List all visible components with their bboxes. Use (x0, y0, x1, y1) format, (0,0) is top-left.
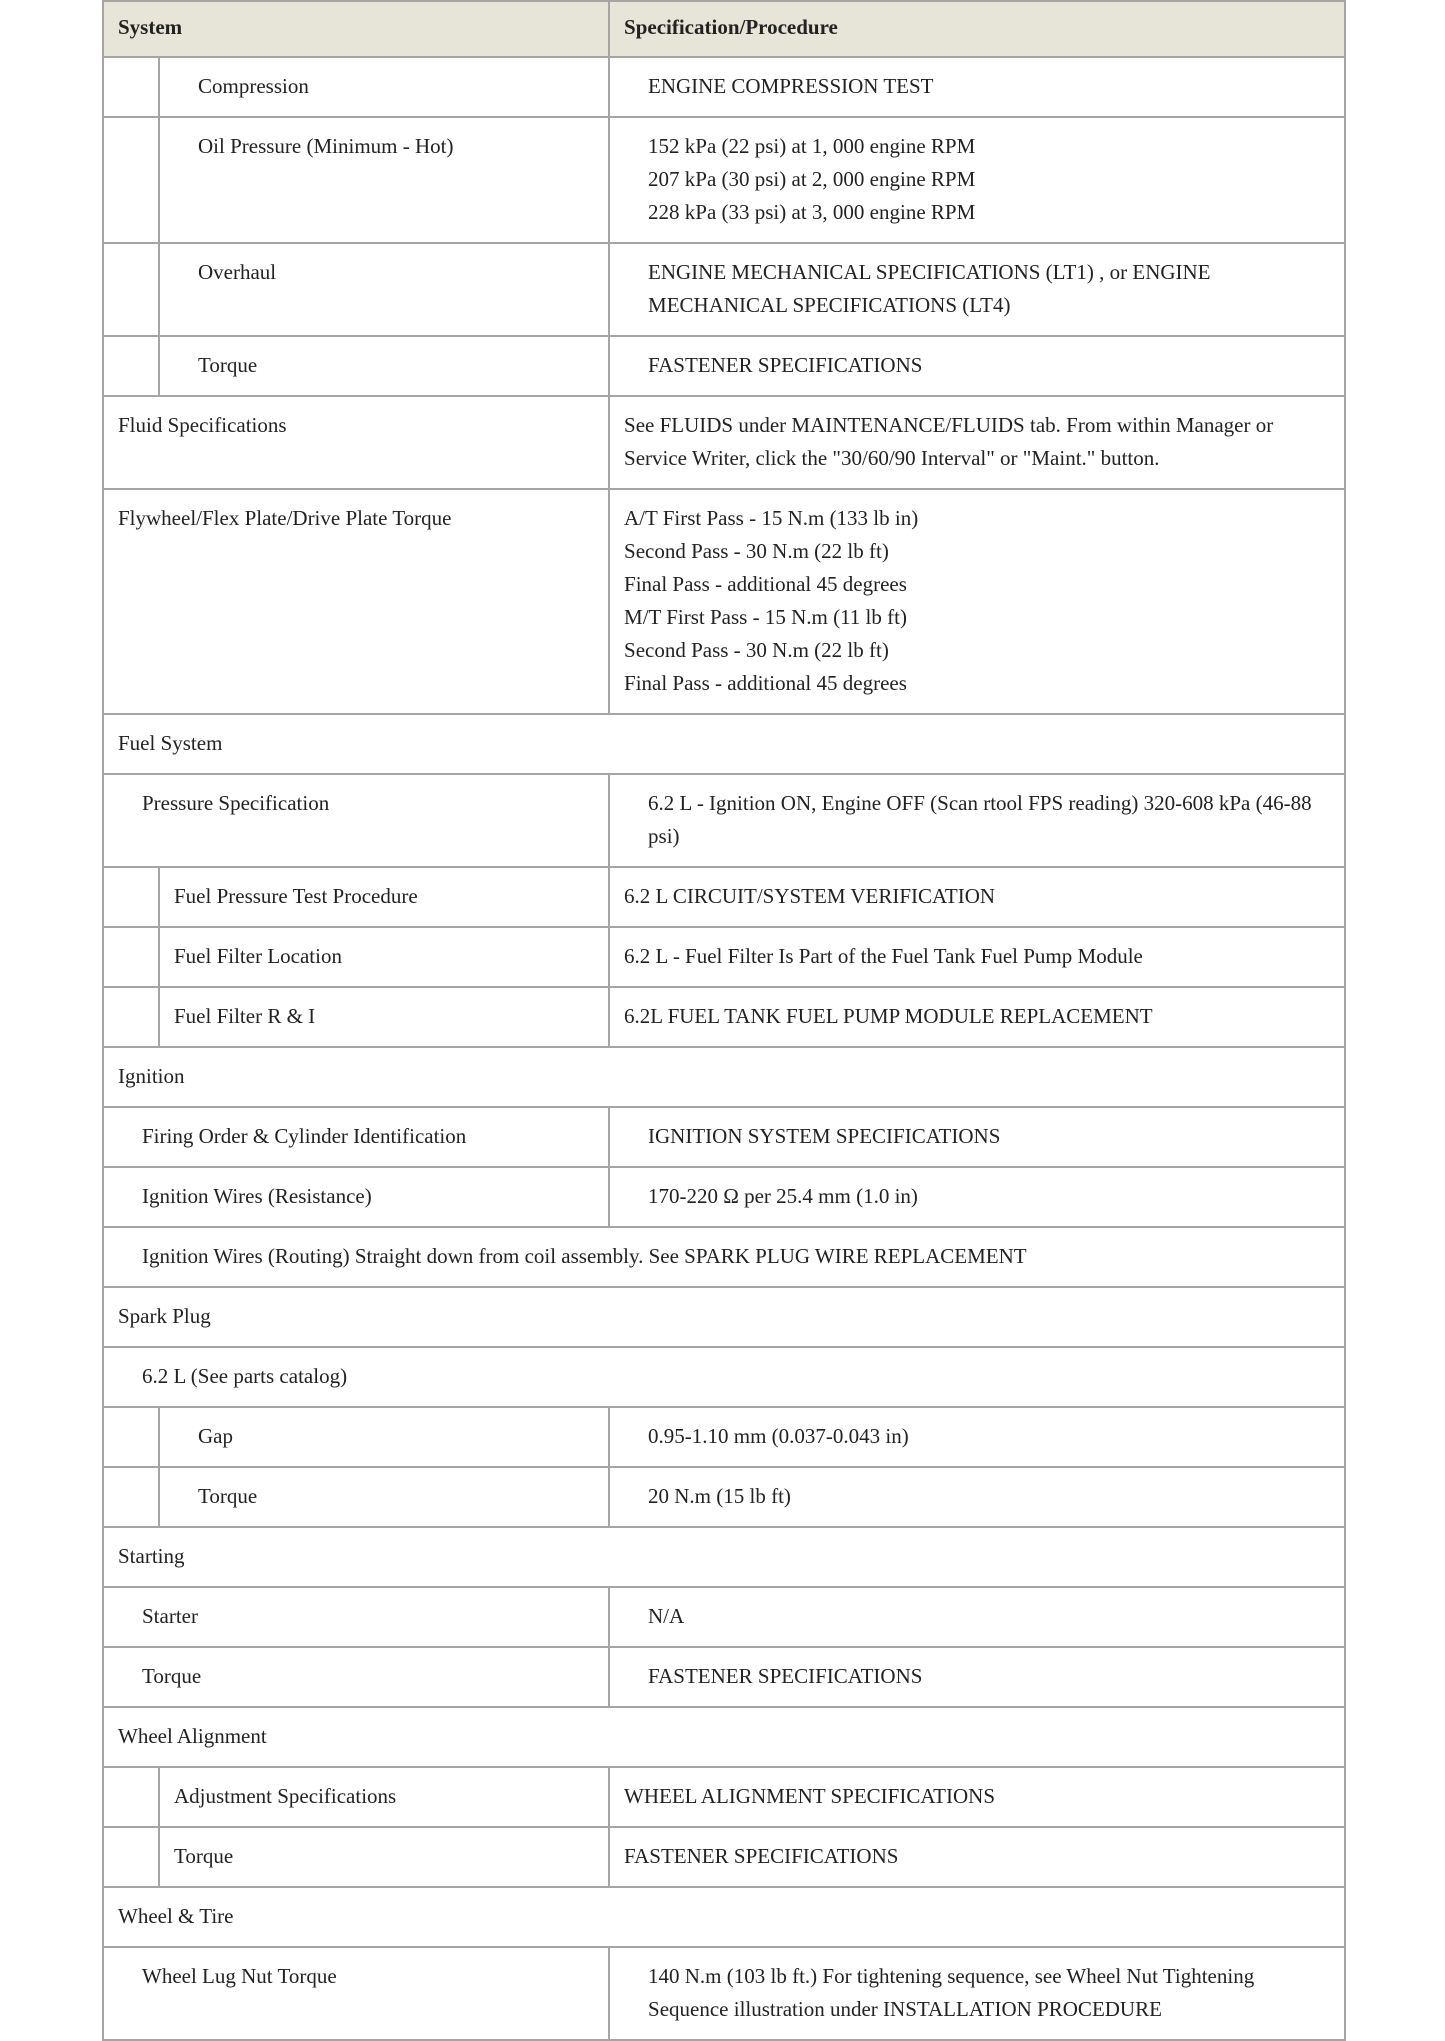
specification-line: 207 kPa (30 psi) at 2, 000 engine RPM (648, 167, 976, 191)
system-cell: Torque (159, 336, 609, 396)
indent-cell (103, 1467, 159, 1527)
table-row (103, 927, 1345, 987)
system-cell: Firing Order & Cylinder Identification (103, 1107, 609, 1167)
specification-line: 6.2 L CIRCUIT/SYSTEM VERIFICATION (624, 884, 996, 908)
table-row (103, 1767, 1345, 1827)
indent-cell (103, 57, 159, 117)
table-row (103, 1467, 1345, 1527)
table-row (103, 243, 1345, 336)
specification-line: 228 kPa (33 psi) at 3, 000 engine RPM (648, 200, 976, 224)
section-label: 6.2 L (See parts catalog) (103, 1347, 1345, 1407)
specification-line: 170-220 Ω per 25.4 mm (1.0 in) (648, 1184, 918, 1208)
specification-line: FASTENER SPECIFICATIONS (648, 1664, 923, 1688)
specification-line: Second Pass - 30 N.m (22 lb ft) (624, 638, 889, 662)
table-row (103, 489, 1345, 714)
system-cell: Ignition Wires (Resistance) (103, 1167, 609, 1227)
indent-cell (103, 117, 159, 243)
table-row (103, 987, 1345, 1047)
system-cell: Flywheel/Flex Plate/Drive Plate Torque (103, 489, 609, 714)
table-row (103, 57, 1345, 117)
system-cell: Pressure Specification (103, 774, 609, 867)
specification-cell (609, 1767, 1345, 1827)
specification-cell (609, 1647, 1345, 1707)
section-label: Ignition (103, 1047, 1345, 1107)
system-cell: Fuel Filter R & I (159, 987, 609, 1047)
section-label: Fuel System (103, 714, 1345, 774)
section-label: Wheel & Tire (103, 1887, 1345, 1947)
system-cell: Torque (159, 1827, 609, 1887)
column-header-specification: Specification/Procedure (609, 1, 1345, 57)
table-body (103, 57, 1345, 2040)
system-cell: Adjustment Specifications (159, 1767, 609, 1827)
specification-line: 152 kPa (22 psi) at 1, 000 engine RPM (648, 134, 976, 158)
table-row (103, 1827, 1345, 1887)
specification-line: 0.95-1.10 mm (0.037-0.043 in) (648, 1424, 909, 1448)
specification-cell (609, 1587, 1345, 1647)
table-row (103, 336, 1345, 396)
indent-cell (103, 1767, 159, 1827)
specification-cell (609, 243, 1345, 336)
specifications-table (102, 0, 1346, 2041)
indent-cell (103, 987, 159, 1047)
specification-cell (609, 1407, 1345, 1467)
specification-cell (609, 987, 1345, 1047)
system-cell: Fuel Filter Location (159, 927, 609, 987)
system-cell: Fluid Specifications (103, 396, 609, 489)
table-row (103, 1107, 1345, 1167)
table-row (103, 1947, 1345, 2040)
section-row (103, 714, 1345, 774)
specification-line: WHEEL ALIGNMENT SPECIFICATIONS (624, 1784, 996, 1808)
table-row (103, 1407, 1345, 1467)
system-cell: Starter (103, 1587, 609, 1647)
indent-cell (103, 867, 159, 927)
specification-line: FASTENER SPECIFICATIONS (648, 353, 923, 377)
section-label: Wheel Alignment (103, 1707, 1345, 1767)
specification-line: Second Pass - 30 N.m (22 lb ft) (624, 539, 889, 563)
system-cell: Wheel Lug Nut Torque (103, 1947, 609, 2040)
specification-line: A/T First Pass - 15 N.m (133 lb in) (624, 506, 919, 530)
specification-line: 6.2L FUEL TANK FUEL PUMP MODULE REPLACEMENT (624, 1004, 1153, 1028)
specification-cell (609, 867, 1345, 927)
specification-cell (609, 336, 1345, 396)
specification-cell (609, 1467, 1345, 1527)
specification-line: 6.2 L - Ignition ON, Engine OFF (Scan rtool FPS reading) 320-608 kPa (46-88 psi) (648, 791, 1312, 848)
section-row (103, 1707, 1345, 1767)
section-row (103, 1887, 1345, 1947)
system-cell: Fuel Pressure Test Procedure (159, 867, 609, 927)
table-row (103, 1647, 1345, 1707)
specification-line: Final Pass - additional 45 degrees (624, 671, 907, 695)
specification-line: Final Pass - additional 45 degrees (624, 572, 907, 596)
specification-cell (609, 1947, 1345, 2040)
section-row (103, 1227, 1345, 1287)
specification-cell (609, 774, 1345, 867)
specification-cell (609, 489, 1345, 714)
table-row (103, 867, 1345, 927)
specification-line: FASTENER SPECIFICATIONS (624, 1844, 899, 1868)
specification-line: 20 N.m (15 lb ft) (648, 1484, 791, 1508)
table-row (103, 396, 1345, 489)
specification-line: M/T First Pass - 15 N.m (11 lb ft) (624, 605, 907, 629)
table-row (103, 117, 1345, 243)
table-row (103, 774, 1345, 867)
specification-line: See FLUIDS under MAINTENANCE/FLUIDS tab. From within Manager or Service Writer, click the "30/60/90 Interval" or "Maint." button. (624, 413, 1274, 470)
table-row (103, 1167, 1345, 1227)
indent-cell (103, 243, 159, 336)
specification-line: IGNITION SYSTEM SPECIFICATIONS (648, 1124, 1001, 1148)
specification-line: 6.2 L - Fuel Filter Is Part of the Fuel Tank Fuel Pump Module (624, 944, 1143, 968)
specification-cell (609, 117, 1345, 243)
specification-cell (609, 927, 1345, 987)
column-header-system: System (103, 1, 609, 57)
indent-cell (103, 1827, 159, 1887)
specification-line: N/A (648, 1604, 685, 1628)
indent-cell (103, 1407, 159, 1467)
table-header-row (103, 1, 1345, 57)
system-cell: Compression (159, 57, 609, 117)
section-row (103, 1347, 1345, 1407)
system-cell: Gap (159, 1407, 609, 1467)
specification-line: ENGINE MECHANICAL SPECIFICATIONS (LT1) , or ENGINE MECHANICAL SPECIFICATIONS (LT4) (648, 260, 1211, 317)
section-row (103, 1047, 1345, 1107)
system-cell: Overhaul (159, 243, 609, 336)
specification-line: ENGINE COMPRESSION TEST (648, 74, 934, 98)
specification-cell (609, 57, 1345, 117)
system-cell: Oil Pressure (Minimum - Hot) (159, 117, 609, 243)
specification-cell (609, 1167, 1345, 1227)
section-row (103, 1287, 1345, 1347)
system-cell: Torque (159, 1467, 609, 1527)
section-label: Spark Plug (103, 1287, 1345, 1347)
specification-line: 140 N.m (103 lb ft.) For tightening sequence, see Wheel Nut Tightening Sequence illustration under INSTALLATION PROCEDURE (648, 1964, 1255, 2021)
table-row (103, 1587, 1345, 1647)
indent-cell (103, 336, 159, 396)
section-label: Ignition Wires (Routing) Straight down from coil assembly. See SPARK PLUG WIRE REPLACEMENT (103, 1227, 1345, 1287)
specification-cell (609, 1827, 1345, 1887)
specification-cell (609, 396, 1345, 489)
section-label: Starting (103, 1527, 1345, 1587)
indent-cell (103, 927, 159, 987)
system-cell: Torque (103, 1647, 609, 1707)
section-row (103, 1527, 1345, 1587)
specification-cell (609, 1107, 1345, 1167)
